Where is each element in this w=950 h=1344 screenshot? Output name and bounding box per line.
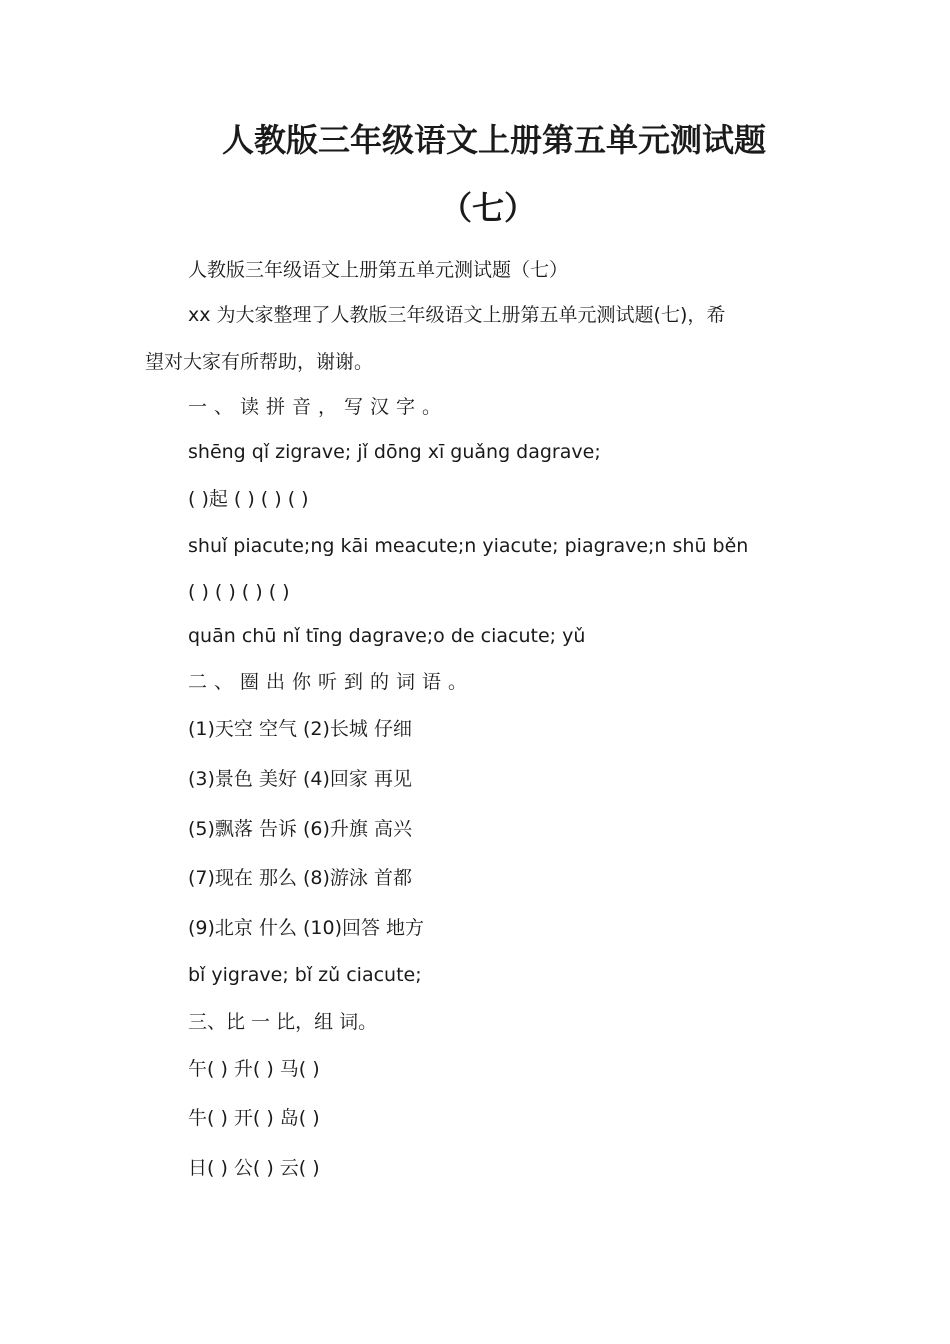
pinyin-line: quān chū nǐ tīng dagrave;o de ciacute; yǔ	[188, 625, 586, 647]
pinyin-line: shuǐ piacute;ng kāi meacute;n yiacute; piagrave;n shū běn	[188, 535, 749, 557]
document-title-number: （七）	[440, 189, 537, 227]
pinyin-line: shēng qǐ zigrave; jǐ dōng xī guǎng dagrave;	[188, 441, 601, 463]
word-pair-line: (7)现在 那么 (8)游泳 首都	[188, 867, 412, 889]
section-heading-3: 三、比 一 比，组 词。	[188, 1011, 378, 1033]
section-heading-2: 二、圈出你听到的词语。	[188, 671, 475, 693]
pinyin-line: bǐ yigrave; bǐ zǔ ciacute;	[188, 964, 422, 986]
compare-words-line: 牛( ) 开( ) 岛( )	[188, 1107, 320, 1129]
word-pair-line: (3)景色 美好 (4)回家 再见	[188, 768, 412, 790]
compare-words-line: 日( ) 公( ) 云( )	[188, 1157, 320, 1179]
section-heading-1: 一、读拼音，写汉字。	[188, 396, 449, 418]
document-title: 人教版三年级语文上册第五单元测试题	[222, 121, 767, 159]
word-pair-line: (1)天空 空气 (2)长城 仔细	[188, 718, 412, 740]
compare-words-line: 午( ) 升( ) 马( )	[188, 1058, 320, 1080]
answer-blanks-line: ( )起 ( ) ( ) ( )	[188, 488, 309, 510]
answer-blanks-line: ( ) ( ) ( ) ( )	[188, 581, 290, 603]
intro-line: xx 为大家整理了人教版三年级语文上册第五单元测试题(七)，希	[188, 304, 726, 326]
word-pair-line: (9)北京 什么 (10)回答 地方	[188, 917, 425, 939]
word-pair-line: (5)飘落 告诉 (6)升旗 高兴	[188, 818, 412, 840]
subtitle-line: 人教版三年级语文上册第五单元测试题（七）	[188, 259, 569, 281]
intro-line-continued: 望对大家有所帮助，谢谢。	[145, 351, 374, 373]
